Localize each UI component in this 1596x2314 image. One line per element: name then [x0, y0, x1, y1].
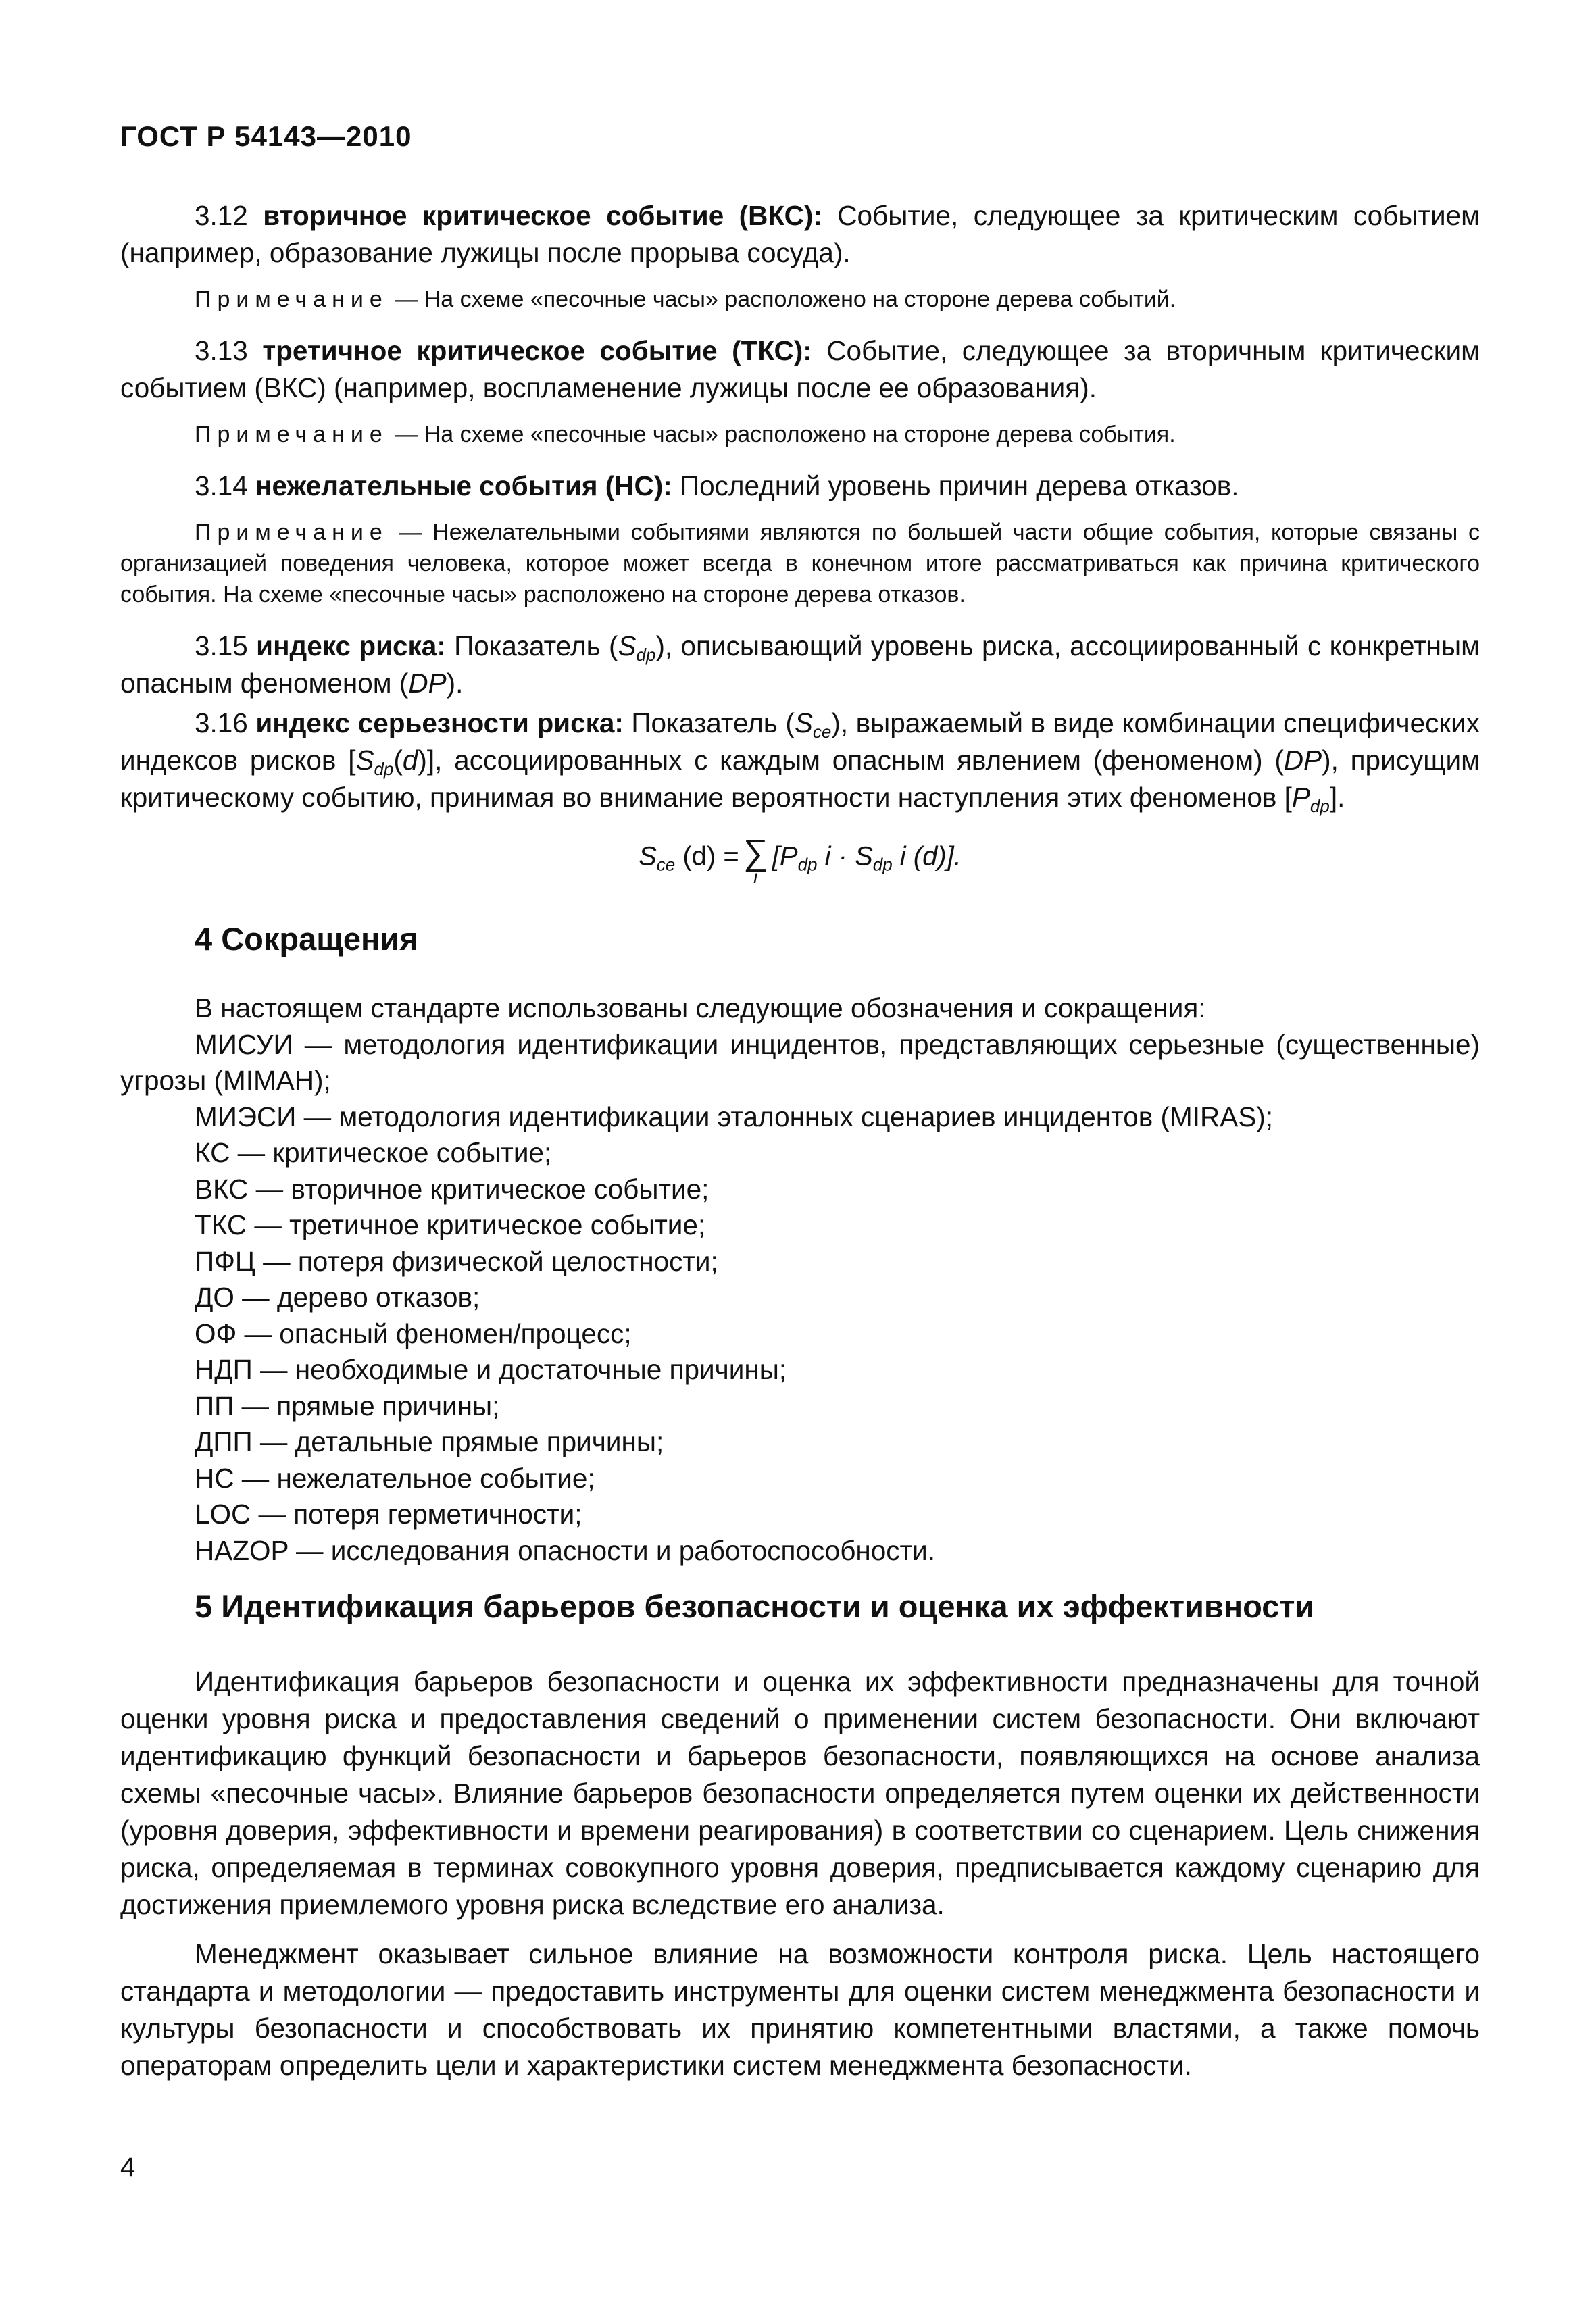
formula-mid: i · S: [817, 841, 873, 872]
abbreviation-item: МИСУИ — методология идентификации инцидентов, представляющих серьезные (существенные) угрозы (MIMAH);: [120, 1028, 1480, 1096]
entry-definition: Событие, следующее за вторичным критическим событием (ВКС) (например, воспламенение лужицы после ее образования).: [120, 335, 1480, 403]
entry-text: ), присущим критическому событию, принимая во внимание вероятности наступления этих феноменов [: [120, 745, 1480, 813]
entry-3-12: [120, 197, 1480, 272]
page-number: 4: [120, 2153, 136, 2182]
sum-index: i: [753, 866, 758, 887]
section-5-title: 5 Идентификация барьеров безопасности и оценка их эффективности: [195, 1588, 1315, 1624]
note-3-14: [120, 517, 1480, 610]
entry-term: третичное критическое событие (ТКС):: [262, 335, 812, 366]
symbol-s: S: [618, 630, 637, 661]
symbol-s: S: [355, 745, 374, 776]
abbreviation-item: ДО — дерево отказов;: [195, 1282, 480, 1313]
note-label: Примечание: [195, 286, 389, 312]
entry-number: 3.13: [195, 335, 248, 366]
abbreviation-item: МИЭСИ — методология идентификации эталонных сценариев инцидентов (MIRAS);: [195, 1101, 1274, 1132]
formula-sce: [120, 833, 1480, 887]
entry-number: 3.14: [195, 470, 248, 501]
entry-text: ].: [1329, 782, 1345, 813]
symbol-subscript: dp: [374, 759, 394, 779]
entry-3-13: [120, 332, 1480, 407]
abbreviation-item: ВКС — вторичное критическое событие;: [195, 1173, 709, 1205]
abbreviation-item: HAZOP — исследования опасности и работоспособности.: [195, 1534, 935, 1566]
entry-text: ).: [446, 668, 464, 699]
formula-sum: [743, 833, 768, 887]
abbreviation-item: НС — нежелательное событие;: [195, 1462, 595, 1494]
entry-3-16: 3.16 индекс серьезности риска: Показатель $(S_{ce})$, выражаемый в виде комбинации специфических индексов рисков $[S_{dp}(d)]$, ассоциированных с каждым опасным явлением (феноменом) (DP), присущим критическому событию, принимая во внимание вероятности наступления этих феноменов $[P_{dp}]$.: [120, 707, 1480, 816]
entry-number: 3.15: [195, 630, 248, 661]
entry-definition: Последний уровень причин дерева отказов.: [672, 470, 1239, 501]
formula-lhs-symbol: S: [639, 841, 657, 872]
entry-term: нежелательные события (НС):: [255, 470, 672, 501]
entry-definition: Событие, следующее за критическим событием (например, образование лужицы после прорыва сосуда).: [120, 200, 1480, 268]
note-label: Примечание: [195, 422, 389, 447]
sum-symbol: ∑: [743, 833, 768, 872]
formula-lhs-subscript: ce: [656, 854, 676, 875]
symbol-dp: DP: [1283, 745, 1322, 776]
document-header: ГОСТ Р 54143—2010: [120, 120, 412, 152]
section-5-paragraph: Идентификация барьеров безопасности и оценка их эффективности предназначены для точной оценки уровня риска и предоставления сведений о применении систем безопасности. Они включают идентификацию функций безопасности и барьеров безопасности, появляющихся на основе анализа схемы «песочные часы». Влияние барьеров безопасности определяется путем оценки их действенности (уровня доверия, эффективности и времени реагирования) в соответствии со сценарием. Цель снижения риска, определяемая в терминах совокупного уровня доверия, предписывается каждому сценарию для достижения приемлемого уровня риска вследствие его анализа.: [120, 1666, 1480, 1920]
entry-text: ), выражаемый в виде комбинации специфических индексов рисков [: [120, 707, 1480, 776]
symbol-subscript: dp: [1310, 796, 1330, 816]
symbol-d: d: [402, 745, 418, 776]
formula-lhs-arg: (d) =: [682, 841, 739, 872]
entry-text: )], ассоциированных с каждым опасным явлением (феноменом) (: [418, 745, 1284, 776]
entry-3-15: [120, 628, 1480, 702]
entry-text: Показатель (: [623, 707, 795, 738]
symbol-p: P: [1291, 782, 1310, 813]
formula-s-subscript: dp: [872, 854, 893, 875]
entry-text: ), описывающий уровень риска, ассоциированный с конкретным опасным феноменом (: [120, 630, 1480, 699]
entry-term: индекс риска:: [256, 630, 446, 661]
abbreviation-item: ОФ — опасный феномен/процесс;: [195, 1317, 632, 1349]
abbreviations-intro: В настоящем стандарте использованы следующие обозначения и сокращения:: [195, 992, 1206, 1024]
symbol-subscript: ce: [812, 722, 832, 742]
note-text: — На схеме «песочные часы» расположено на стороне дерева события.: [388, 422, 1176, 447]
entry-term: индекс серьезности риска:: [255, 707, 624, 738]
entry-number: 3.16: [195, 707, 248, 738]
note-3-13: [120, 419, 1480, 450]
entry-text: Показатель (: [445, 630, 618, 661]
abbreviations-list: [120, 990, 1480, 1569]
section-4-title: 4 Сокращения: [195, 921, 418, 957]
entry-3-14: [120, 468, 1480, 505]
note-text: — Нежелательными событиями являются по большей части общие события, которые связаны с организацией поведения человека, которое может всегда в конечном итоге рассматриваться как причина критического события. На схеме «песочные часы» расположено на стороне дерева отказов.: [120, 520, 1480, 607]
note-label: Примечание: [195, 520, 389, 545]
abbreviation-item: LOC — потеря герметичности;: [195, 1499, 582, 1530]
section-5-paragraph: Менеджмент оказывает сильное влияние на возможности контроля риска. Цель настоящего стандарта и методологии — предоставить инструменты для оценки систем менеджмента безопасности и культуры безопасности и способствовать их принятию компетентными властями, а также помочь операторам определить цели и характеристики систем менеджмента безопасности.: [120, 1938, 1480, 2081]
formula-p: [P: [772, 841, 798, 872]
symbol-dp: DP: [408, 668, 447, 699]
document-body: [120, 197, 1480, 2096]
formula-tail: i (d)].: [892, 841, 962, 872]
abbreviation-item: ПФЦ — потеря физической целостности;: [195, 1245, 718, 1277]
entry-number: 3.12: [195, 200, 248, 231]
formula-p-subscript: dp: [797, 854, 818, 875]
abbreviation-item: НДП — необходимые и достаточные причины;: [195, 1354, 787, 1385]
abbreviation-item: КС — критическое событие;: [195, 1137, 552, 1168]
abbreviation-item: ТКС — третичное критическое событие;: [195, 1209, 706, 1240]
note-text: — На схеме «песочные часы» расположено на стороне дерева событий.: [388, 286, 1176, 312]
abbreviation-item: ДПП — детальные прямые причины;: [195, 1426, 664, 1457]
symbol-subscript: dp: [636, 645, 656, 665]
symbol-s: S: [794, 707, 813, 738]
abbreviation-item: ПП — прямые причины;: [195, 1390, 500, 1422]
entry-term: вторичное критическое событие (ВКС):: [263, 200, 822, 231]
note-3-12: [120, 284, 1480, 315]
